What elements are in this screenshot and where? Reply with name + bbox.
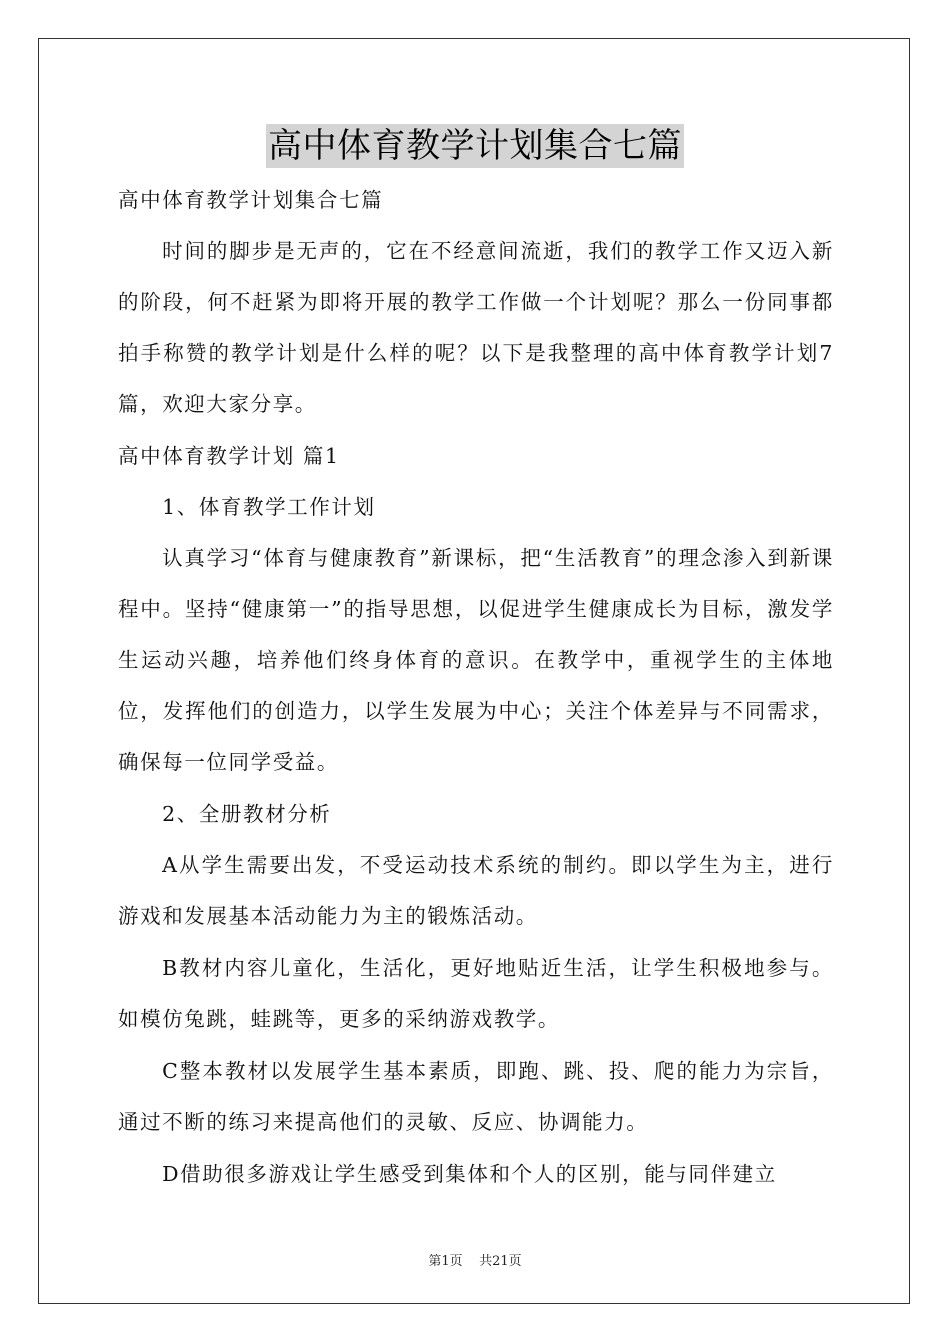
point-d: D借助很多游戏让学生感受到集体和个人的区别，能与同伴建立 [162, 1162, 777, 1186]
section-heading: 高中体育教学计划 篇1 [118, 444, 340, 468]
document-title: 高中体育教学计划集合七篇 [268, 126, 682, 166]
point-c: C整本教材以发展学生基本素质，即跑、跳、投、爬的能力为宗旨，通过不断的练习来提高他们的灵敏、反应、协调能力。 [118, 1059, 834, 1134]
item-heading-1: 1、体育教学工作计划 [162, 495, 376, 519]
item-body-1: 认真学习“体育与健康教育”新课标，把“生活教育”的理念渗入到新课程中。坚持“健康第一”的指导思想，以促进学生健康成长为目标，激发学生运动兴趣，培养他们终身体育的意识。在教学中，重视学生的主体地位，发挥他们的创造力，以学生发展为中心；关注个体差异与不同需求，确保每一位同学受益。 [118, 546, 834, 774]
item-heading-2: 2、全册教材分析 [162, 802, 332, 826]
page-footer [0, 1250, 950, 1269]
intro-paragraph: 时间的脚步是无声的，它在不经意间流逝，我们的教学工作又迈入新的阶段，何不赶紧为即将开展的教学工作做一个计划呢？那么一份同事都拍手称赞的教学计划是什么样的呢？以下是我整理的高中体育教学计划7篇，欢迎大家分享。 [118, 239, 834, 416]
document-body [118, 180, 834, 1205]
page-number: 第1页 [428, 1254, 463, 1269]
point-a: A从学生需要出发，不受运动技术系统的制约。即以学生为主，进行游戏和发展基本活动能力为主的锻炼活动。 [118, 853, 834, 928]
title-container [0, 124, 950, 168]
document-subtitle: 高中体育教学计划集合七篇 [118, 188, 384, 212]
point-b: B教材内容儿童化，生活化，更好地贴近生活，让学生积极地参与。如模仿兔跳，蛙跳等，更多的采纳游戏教学。 [118, 956, 834, 1031]
page-total: 共21页 [479, 1254, 522, 1269]
